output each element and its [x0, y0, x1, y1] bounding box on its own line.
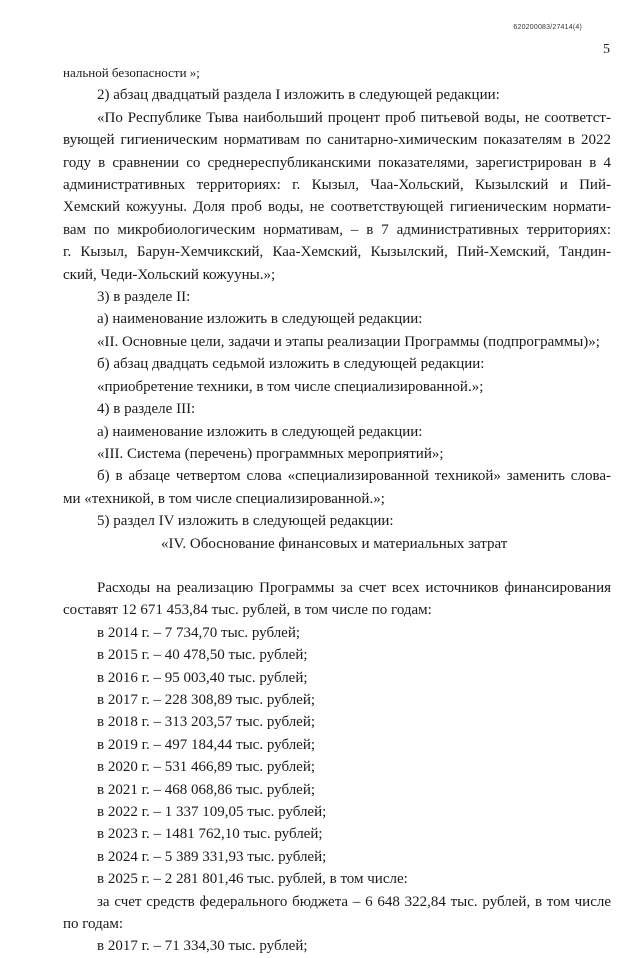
text-line: Хемский кожууны. Доля проб воды, не соответствующей гигиеническим нормати- [63, 199, 611, 216]
text-line: в 2025 г. – 2 281 801,46 тыс. рублей, в том числе: [97, 871, 408, 888]
spacer [63, 555, 611, 577]
text-line: «III. Система (перечень) программных мероприятий»; [97, 445, 444, 462]
text-line: в 2018 г. – 313 203,57 тыс. рублей; [97, 714, 316, 731]
text-line: составят 12 671 453,84 тыс. рублей, в том числе по годам: [63, 602, 432, 619]
text-line: а) наименование изложить в следующей редакции: [97, 423, 423, 440]
text-line: по годам: [63, 916, 124, 933]
text-line: б) в абзаце четвертом слова «специализированной техникой» заменить слова- [97, 468, 611, 485]
text-line: б) абзац двадцать седьмой изложить в следующей редакции: [97, 356, 485, 373]
text-line: «II. Основные цели, задачи и этапы реализации Программы (подпрограммы)»; [97, 333, 600, 350]
text-line: в 2017 г. – 71 334,30 тыс. рублей; [97, 938, 308, 955]
text-line: вам по микробиологическим нормативам, – в 7 административных территориях: [63, 221, 611, 238]
text-line: 2) абзац двадцатый раздела I изложить в следующей редакции: [97, 87, 500, 104]
text-line: вующей гигиеническим нормативам по санитарно-химическим показателям в 2022 [63, 132, 611, 149]
text-line: в 2015 г. – 40 478,50 тыс. рублей; [97, 647, 308, 664]
page-number: 5 [603, 42, 610, 57]
text-line: году в сравнении со среднереспубликанскими показателями, зарегистрирован в 4 [63, 154, 611, 171]
text-line: административных территориях: г. Кызыл, Чаа-Хольский, Кызылский и Пий- [63, 177, 611, 194]
text-line: «IV. Обоснование финансовых и материальных затрат [161, 535, 508, 552]
text-line: в 2016 г. – 95 003,40 тыс. рублей; [97, 669, 308, 686]
text-line: в 2020 г. – 531 466,89 тыс. рублей; [97, 759, 316, 776]
text-line: в 2021 г. – 468 068,86 тыс. рублей; [97, 781, 316, 798]
text-line: в 2024 г. – 5 389 331,93 тыс. рублей; [97, 848, 327, 865]
text-line: в 2014 г. – 7 734,70 тыс. рублей; [97, 624, 301, 641]
text-line: в 2023 г. – 1481 762,10 тыс. рублей; [97, 826, 323, 843]
text-line: в 2022 г. – 1 337 109,05 тыс. рублей; [97, 804, 327, 820]
text-line: а) наименование изложить в следующей редакции: [97, 311, 423, 328]
document-id: 620200083/27414(4) [513, 24, 582, 31]
text-line: ми «техникой, в том числе специализированной.»; [63, 490, 385, 507]
text-line: 4) в разделе III: [97, 401, 196, 418]
text-line: «приобретение техники, в том числе специализированной.»; [97, 378, 484, 395]
text-line: г. Кызыл, Барун-Хемчикский, Каа-Хемский, Кызылский, Пий-Хемский, Тандин- [63, 244, 611, 261]
text-line: «По Республике Тыва наибольший процент проб питьевой воды, не соответст- [97, 109, 611, 126]
text-line: ский, Чеди-Хольский кожууны.»; [63, 266, 276, 283]
text-line: Расходы на реализацию Программы за счет всех источников финансирования [97, 579, 611, 596]
text-line: за счет средств федерального бюджета – 6 648 322,84 тыс. рублей, в том числе [97, 893, 611, 910]
text-line: в 2017 г. – 228 308,89 тыс. рублей; [97, 691, 316, 708]
text-line: 5) раздел IV изложить в следующей редакции: [97, 513, 394, 530]
text-line: 3) в разделе II: [97, 289, 191, 306]
text-line: нальной безопасности »; [63, 65, 200, 80]
text-line: в 2019 г. – 497 184,44 тыс. рублей; [97, 736, 316, 753]
document-body [63, 62, 611, 958]
